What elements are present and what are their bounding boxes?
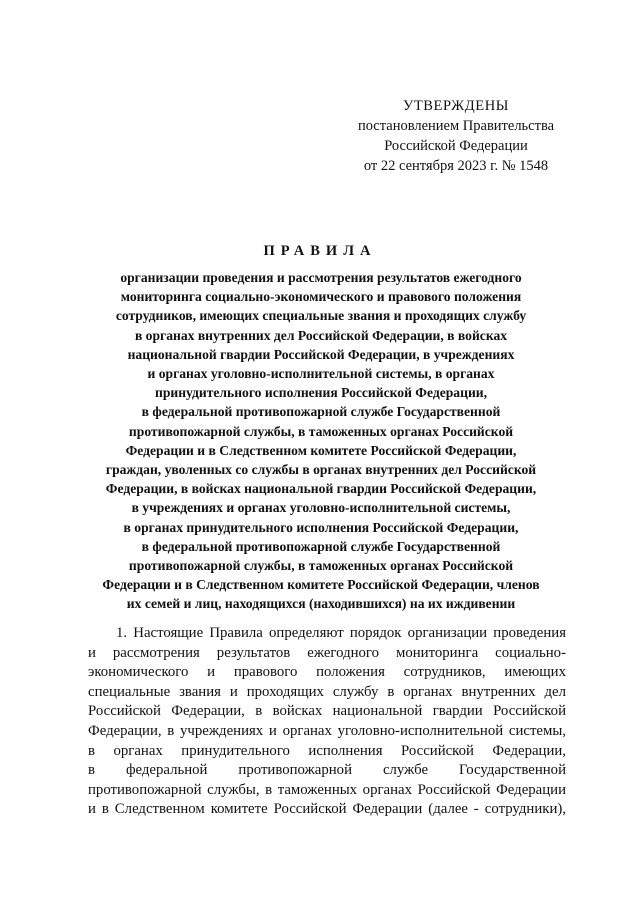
paragraph-line: и рассмотрения результатов ежегодного мониторинга социально- xyxy=(88,644,566,661)
subtitle-line: и органах уголовно-исполнительной системы, в органах xyxy=(147,366,495,382)
subtitle-line: в федеральной противопожарной службе Государственной xyxy=(141,538,501,554)
subtitle-line: граждан, уволенных со службы в органах внутренних дел Российской xyxy=(105,462,537,478)
subtitle-line: Федерации, в войсках национальной гвардии Российской Федерации, xyxy=(105,481,537,497)
document-heading: ПРАВИЛА xyxy=(263,243,377,259)
paragraph-line: 1. Настоящие Правила определяют порядок организации проведения xyxy=(116,625,566,641)
paragraph-line: в федеральной противопожарной службе Государственной xyxy=(88,762,566,779)
paragraph-line: и в Следственном комитете Российской Федерации (далее - сотрудники), xyxy=(88,801,566,818)
paragraph-line: противопожарной службы, в таможенных органах Российской Федерации xyxy=(88,781,566,798)
approval-line-date-number: от 22 сентября 2023 г. № 1548 xyxy=(363,158,549,174)
approval-stamp-block xyxy=(340,96,572,176)
subtitle-line: организации проведения и рассмотрения результатов ежегодного xyxy=(120,270,522,285)
paragraph-line: специальные звания и проходящих службу в органах внутренних дел xyxy=(88,683,566,700)
subtitle-line: Федерации и в Следственном комитете Российской Федерации, членов xyxy=(102,577,540,593)
subtitle-line: Федерации и в Следственном комитете Российской Федерации, xyxy=(125,442,517,458)
subtitle-line: в учреждениях и органах уголовно-исполнительной системы, xyxy=(131,500,511,516)
subtitle-line: принудительного исполнения Российской Федерации, xyxy=(154,385,488,401)
paragraph-1 xyxy=(88,624,566,820)
approval-line-government: Российской Федерации xyxy=(384,138,528,154)
subtitle-line: сотрудников, имеющих специальные звания и проходящих службу xyxy=(115,308,527,324)
subtitle-line: в органах внутренних дел Российской Федерации, в войсках xyxy=(134,327,508,343)
subtitle-line: в федеральной противопожарной службе Государственной xyxy=(141,404,501,420)
paragraph-line: экономического и правового положения сотрудников, имеющих xyxy=(88,664,566,681)
subtitle-line: национальной гвардии Российской Федерации, в учреждениях xyxy=(127,346,515,362)
subtitle-line: в органах принудительного исполнения Российской Федерации, xyxy=(123,519,519,535)
paragraph-line: Федерации, в учреждениях и органах уголовно-исполнительной системы, xyxy=(88,722,566,739)
document-subtitle xyxy=(72,268,570,614)
subtitle-line: противопожарной службы, в таможенных органах Российской xyxy=(128,558,514,574)
paragraph-line: в органах принудительного исполнения Российской Федерации, xyxy=(88,742,566,759)
approval-title: УТВЕРЖДЕНЫ xyxy=(402,98,510,114)
subtitle-line: мониторинга социально-экономического и правового положения xyxy=(120,289,522,305)
approval-line-resolution: постановлением Правительства xyxy=(357,118,555,134)
subtitle-line: их семей и лиц, находящихся (находившихся) на их иждивении xyxy=(126,596,516,612)
paragraph-line: Российской Федерации, в войсках национальной гвардии Российской xyxy=(88,703,566,720)
subtitle-line: противопожарной службы, в таможенных органах Российской xyxy=(128,423,514,439)
